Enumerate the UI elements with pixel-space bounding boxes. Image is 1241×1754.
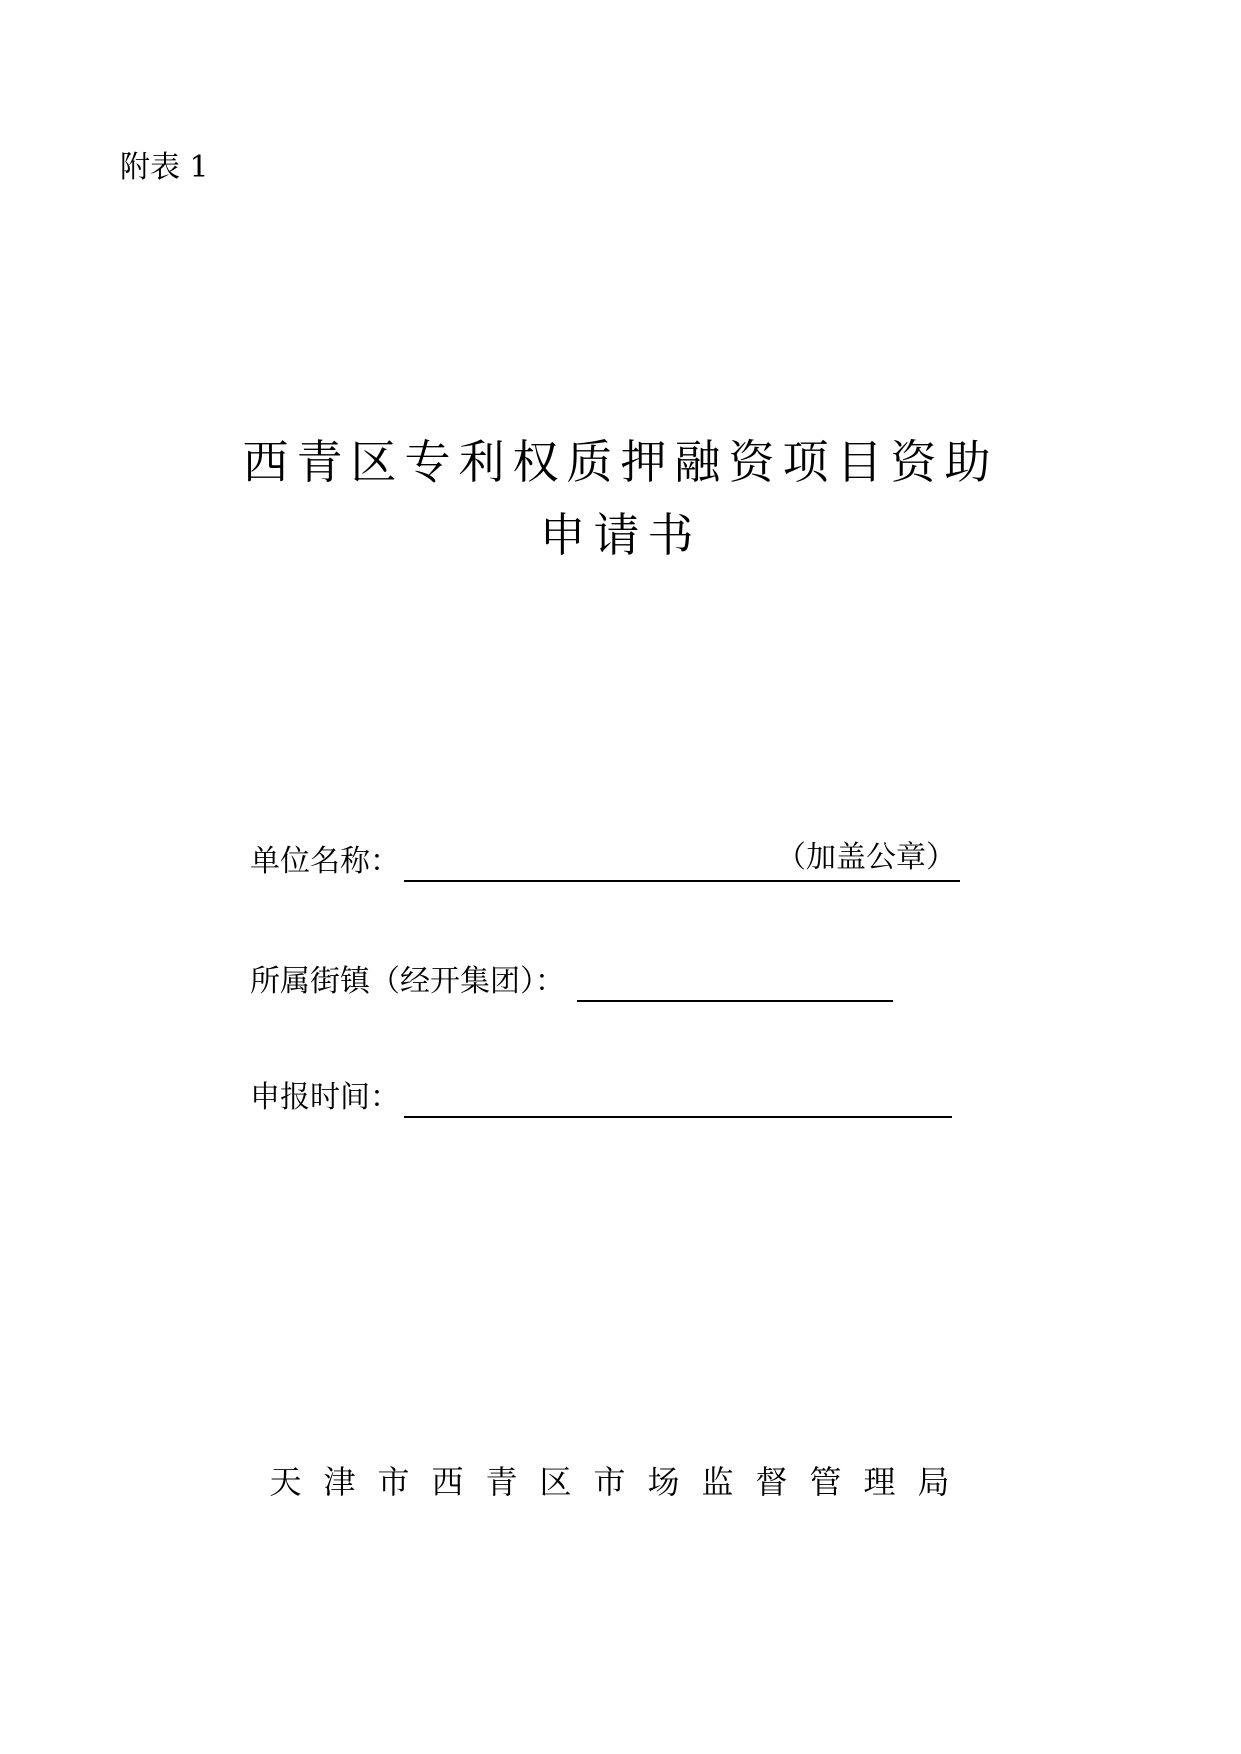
date-row xyxy=(250,1074,952,1118)
seal-note: （加盖公章） xyxy=(776,840,956,875)
issuing-authority: 天津市西青区市场监督管理局 xyxy=(269,1463,972,1501)
town-label: 所属街镇（经开集团）： xyxy=(250,964,565,999)
date-label: 申报时间： xyxy=(250,1080,400,1115)
document-title: 西青区专利权质押融资项目资助 xyxy=(242,435,999,489)
unit-name-row xyxy=(250,838,960,882)
unit-name-label: 单位名称： xyxy=(250,844,400,879)
town-field[interactable] xyxy=(577,960,893,1002)
document-title-line-2: 申请书 xyxy=(539,508,702,562)
date-field[interactable] xyxy=(404,1076,952,1118)
town-row xyxy=(250,958,893,1002)
attachment-label: 附表 1 xyxy=(120,150,209,185)
unit-name-field[interactable] xyxy=(404,840,960,882)
